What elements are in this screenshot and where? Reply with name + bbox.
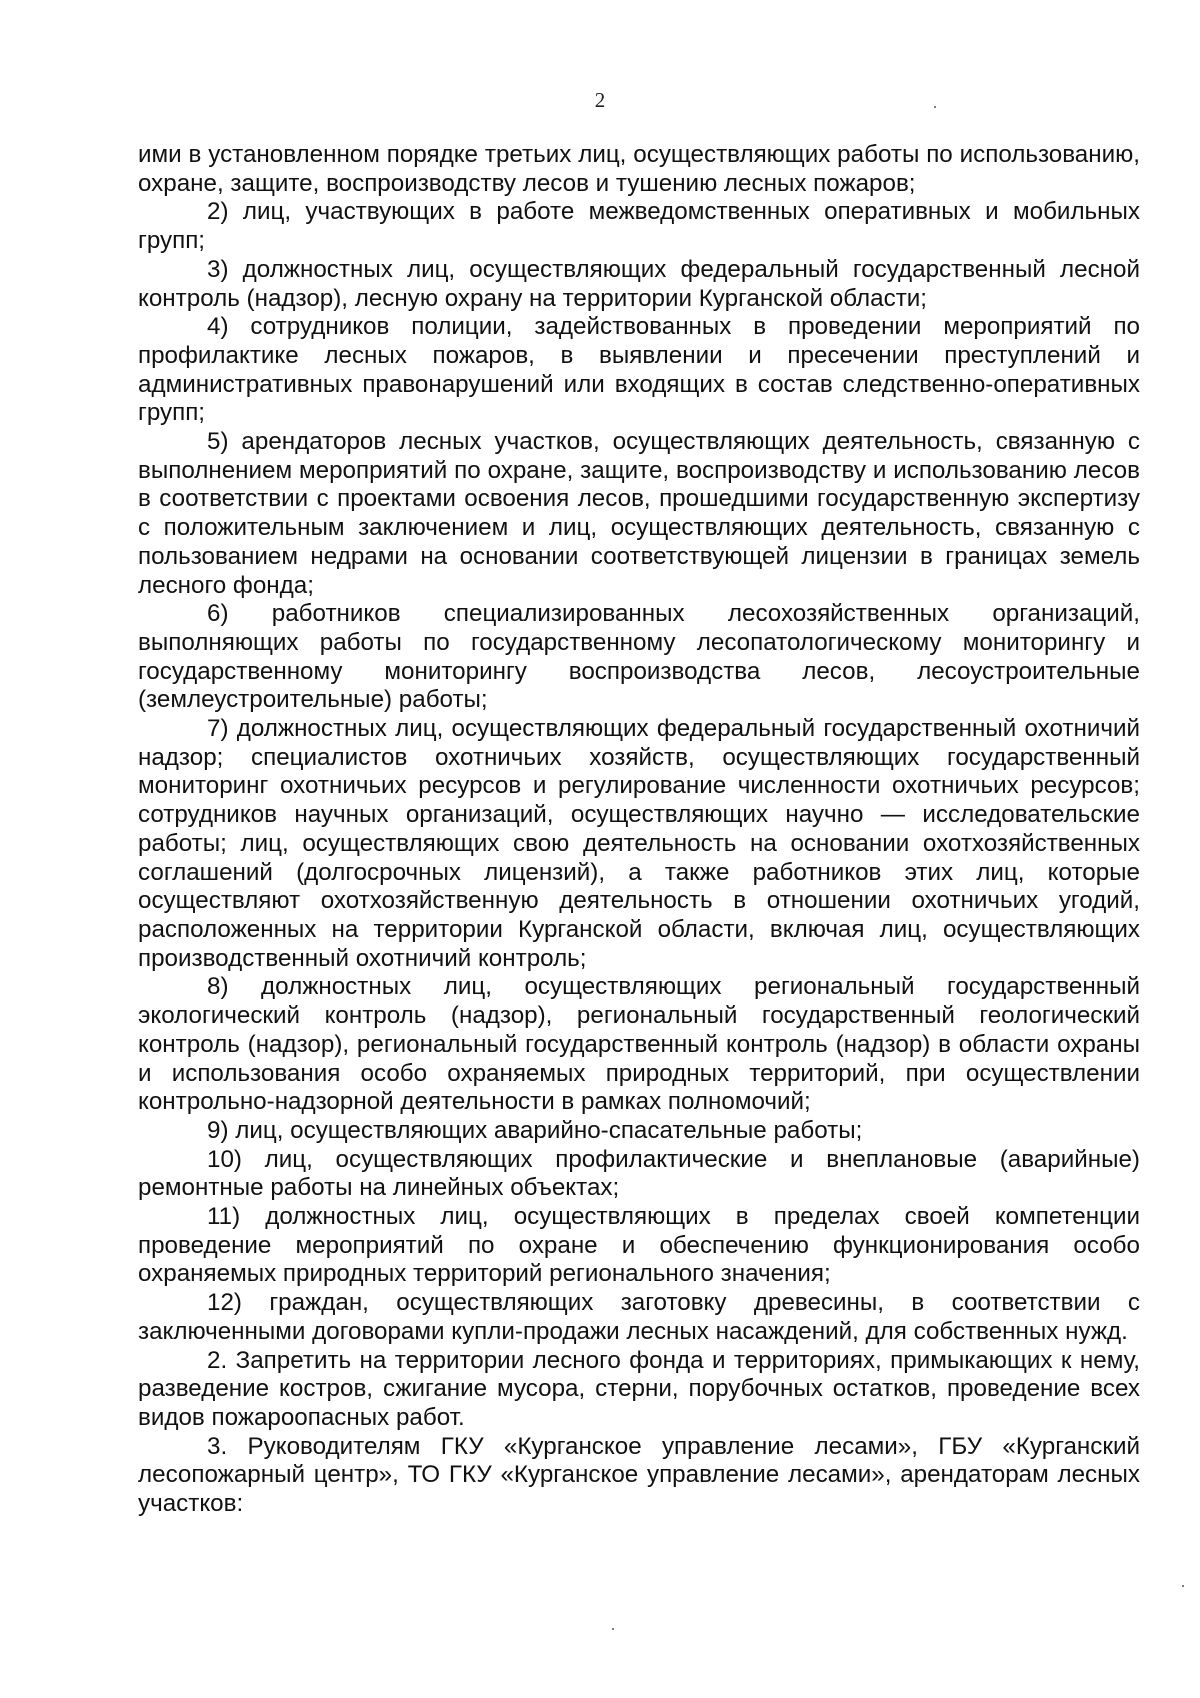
list-item-9: 9) лиц, осуществляющих аварийно-спасательные работы;	[207, 1116, 863, 1144]
clause-2: 2. Запретить на территории лесного фонда и территориях, примыкающих к нему, разведение костров, сжигание мусора, стерни, порубочных остатков, проведение всех видов пожароопасных работ.	[138, 1346, 1140, 1431]
scan-speck	[934, 106, 936, 108]
clause-3: 3. Руководителям ГКУ «Курганское управление лесами», ГБУ «Курганский лесопожарный центр», ТО ГКУ «Курганское управление лесами», арендаторам лесных участков:	[138, 1432, 1140, 1518]
list-item-6: 6) работников специализированных лесохозяйственных организаций, выполняющих работы по государственному лесопатологическому мониторингу и государственному мониторингу воспроизводства лесов, лесоустроительные (землеустроительные) работы;	[138, 600, 1140, 714]
list-item-5: 5) арендаторов лесных участков, осуществляющих деятельность, связанную с выполнением мероприятий по охране, защите, воспроизводству и использованию лесов в соответствии с проектами освоения лесов, прошедшими государственную экспертизу с положительным заключением и лиц, осуществляющих деятельность, связанную с пользованием недрами на основании соответствующей лицензии в границах земель лесного фонда;	[138, 428, 1140, 599]
list-item-12: 12) граждан, осуществляющих заготовку древесины, в соответствии с заключенными договорами купли-продажи лесных насаждений, для собственных нужд.	[138, 1289, 1140, 1345]
paragraph-continuation: ими в установленном порядке третьих лиц, осуществляющих работы по использованию, охране, защите, воспроизводству лесов и тушению лесных пожаров;	[138, 141, 1140, 197]
list-item-3: 3) должностных лиц, осуществляющих федеральный государственный лесной контроль (надзор), лесную охрану на территории Курганской области;	[138, 255, 1140, 312]
list-item-7: 7) должностных лиц, осуществляющих федеральный государственный охотничий надзор; специалистов охотничьих хозяйств, осуществляющих государственный мониторинг охотничьих ресурсов и регулирование численности охотничьих ресурсов; сотрудников научных организаций, осуществляющих научно — исследовательские работы; лиц, осуществляющих свою деятельность на основании охотхозяйственных соглашений (долгосрочных лицензий), а также работников этих лиц, которые осуществляют охотхозяйственную деятельность в отношении охотничьих угодий, расположенных на территории Курганской области, включая лиц, осуществляющих производственный охотничий контроль;	[138, 715, 1140, 972]
scan-speck	[1182, 1585, 1184, 1587]
list-item-2: 2) лиц, участвующих в работе межведомственных оперативных и мобильных групп;	[138, 198, 1140, 255]
scan-speck	[612, 1628, 614, 1630]
list-item-10: 10) лиц, осуществляющих профилактические и внеплановые (аварийные) ремонтные работы на линейных объектах;	[138, 1145, 1140, 1202]
list-item-8: 8) должностных лиц, осуществляющих региональный государственный экологический контроль (надзор), региональный государственный геологический контроль (надзор), региональный государственный контроль (надзор) в области охраны и использования особо охраняемых природных территорий, при осуществлении контрольно-надзорной деятельности в рамках полномочий;	[138, 973, 1140, 1116]
list-item-4: 4) сотрудников полиции, задействованных в проведении мероприятий по профилактике лесных пожаров, в выявлении и пресечении преступлений и административных правонарушений или входящих в состав следственно-оперативных групп;	[138, 313, 1140, 427]
page-number: 2	[594, 88, 606, 112]
list-item-11: 11) должностных лиц, осуществляющих в пределах своей компетенции проведение мероприятий по охране и обеспечению функционирования особо охраняемых природных территорий регионального значения;	[138, 1203, 1140, 1288]
document-text	[138, 141, 1140, 1519]
